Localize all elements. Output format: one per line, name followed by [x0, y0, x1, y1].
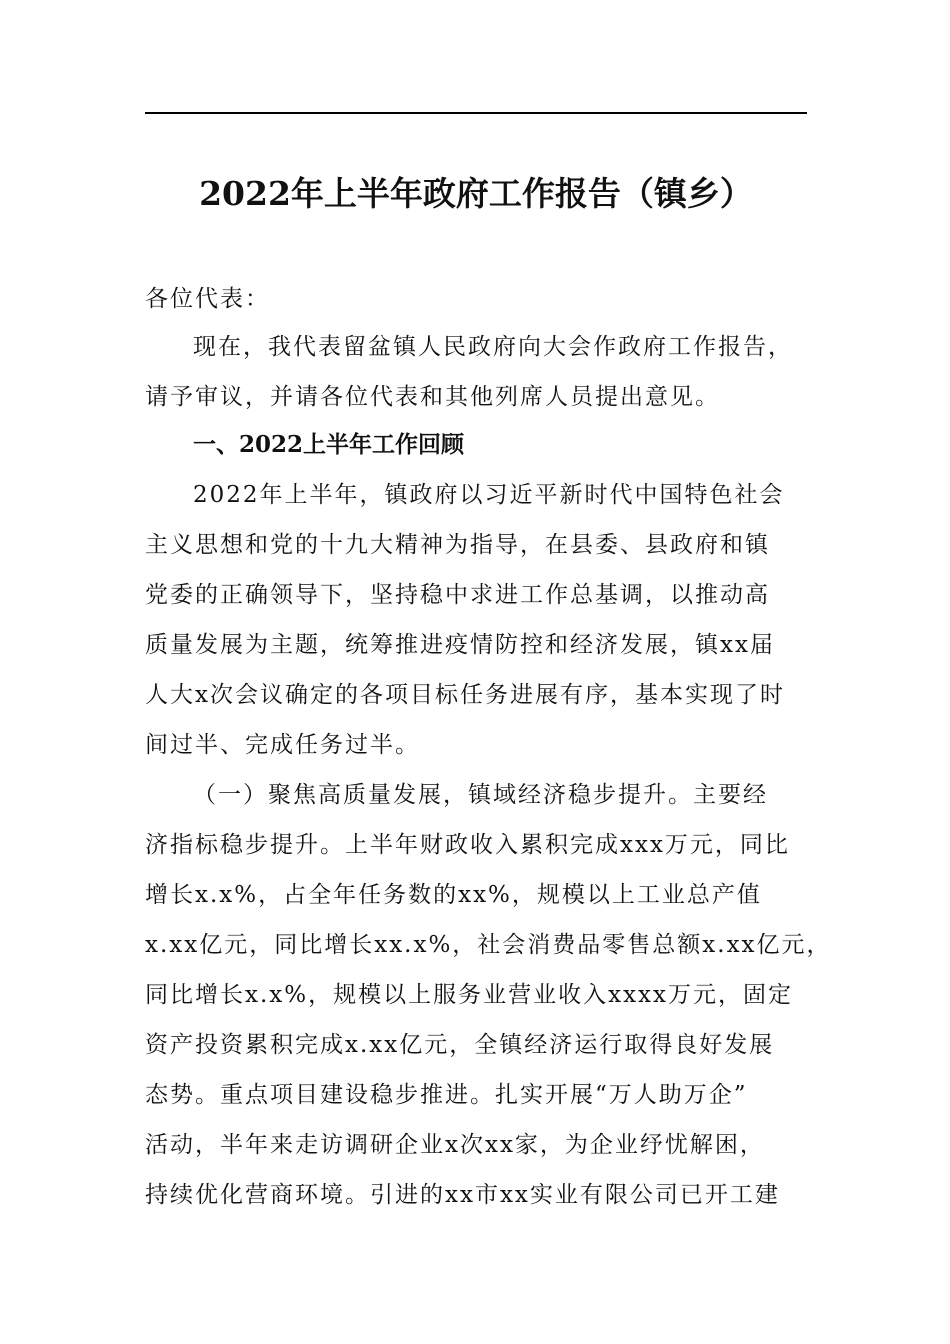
body-line: 人大x次会议确定的各项目标任务进展有序，基本实现了时 — [145, 682, 785, 708]
body-line: 主义思想和党的十九大精神为指导，在县委、县政府和镇 — [145, 532, 770, 558]
body-line: 间过半、完成任务过半。 — [145, 732, 420, 758]
body-line: 增长x.x%，占全年任务数的xx%，规模以上工业总产值 — [145, 882, 762, 908]
document-title: 2022年上半年政府工作报告（镇乡） — [199, 174, 753, 213]
body-line: 党委的正确领导下，坚持稳中求进工作总基调，以推动高 — [145, 582, 770, 608]
body-line: 现在，我代表留盆镇人民政府向大会作政府工作报告， — [193, 334, 793, 360]
body-line: 同比增长x.x%，规模以上服务业营业收入xxxx万元，固定 — [145, 982, 793, 1008]
body-line: 质量发展为主题，统筹推进疫情防控和经济发展，镇xx届 — [145, 632, 775, 658]
header-rule — [145, 112, 807, 114]
body-line: 持续优化营商环境。引进的xx市xx实业有限公司已开工建 — [145, 1182, 780, 1208]
body-line: x.xx亿元，同比增长xx.x%，社会消费品零售总额x.xx亿元， — [145, 932, 832, 958]
body-line: 活动，半年来走访调研企业x次xx家，为企业纾忧解困， — [145, 1132, 765, 1158]
body-line: 请予审议，并请各位代表和其他列席人员提出意见。 — [145, 384, 720, 410]
body-line: 态势。重点项目建设稳步推进。扎实开展“万人助万企” — [145, 1082, 748, 1108]
section-heading: 一、2022上半年工作回顾 — [193, 431, 465, 458]
body-line: （一）聚焦高质量发展，镇域经济稳步提升。主要经 — [193, 782, 768, 808]
body-line: 济指标稳步提升。上半年财政收入累积完成xxx万元，同比 — [145, 832, 790, 858]
body-line: 资产投资累积完成x.xx亿元，全镇经济运行取得良好发展 — [145, 1032, 775, 1058]
salutation: 各位代表： — [145, 286, 270, 312]
body-line: 2022年上半年，镇政府以习近平新时代中国特色社会 — [193, 482, 785, 508]
